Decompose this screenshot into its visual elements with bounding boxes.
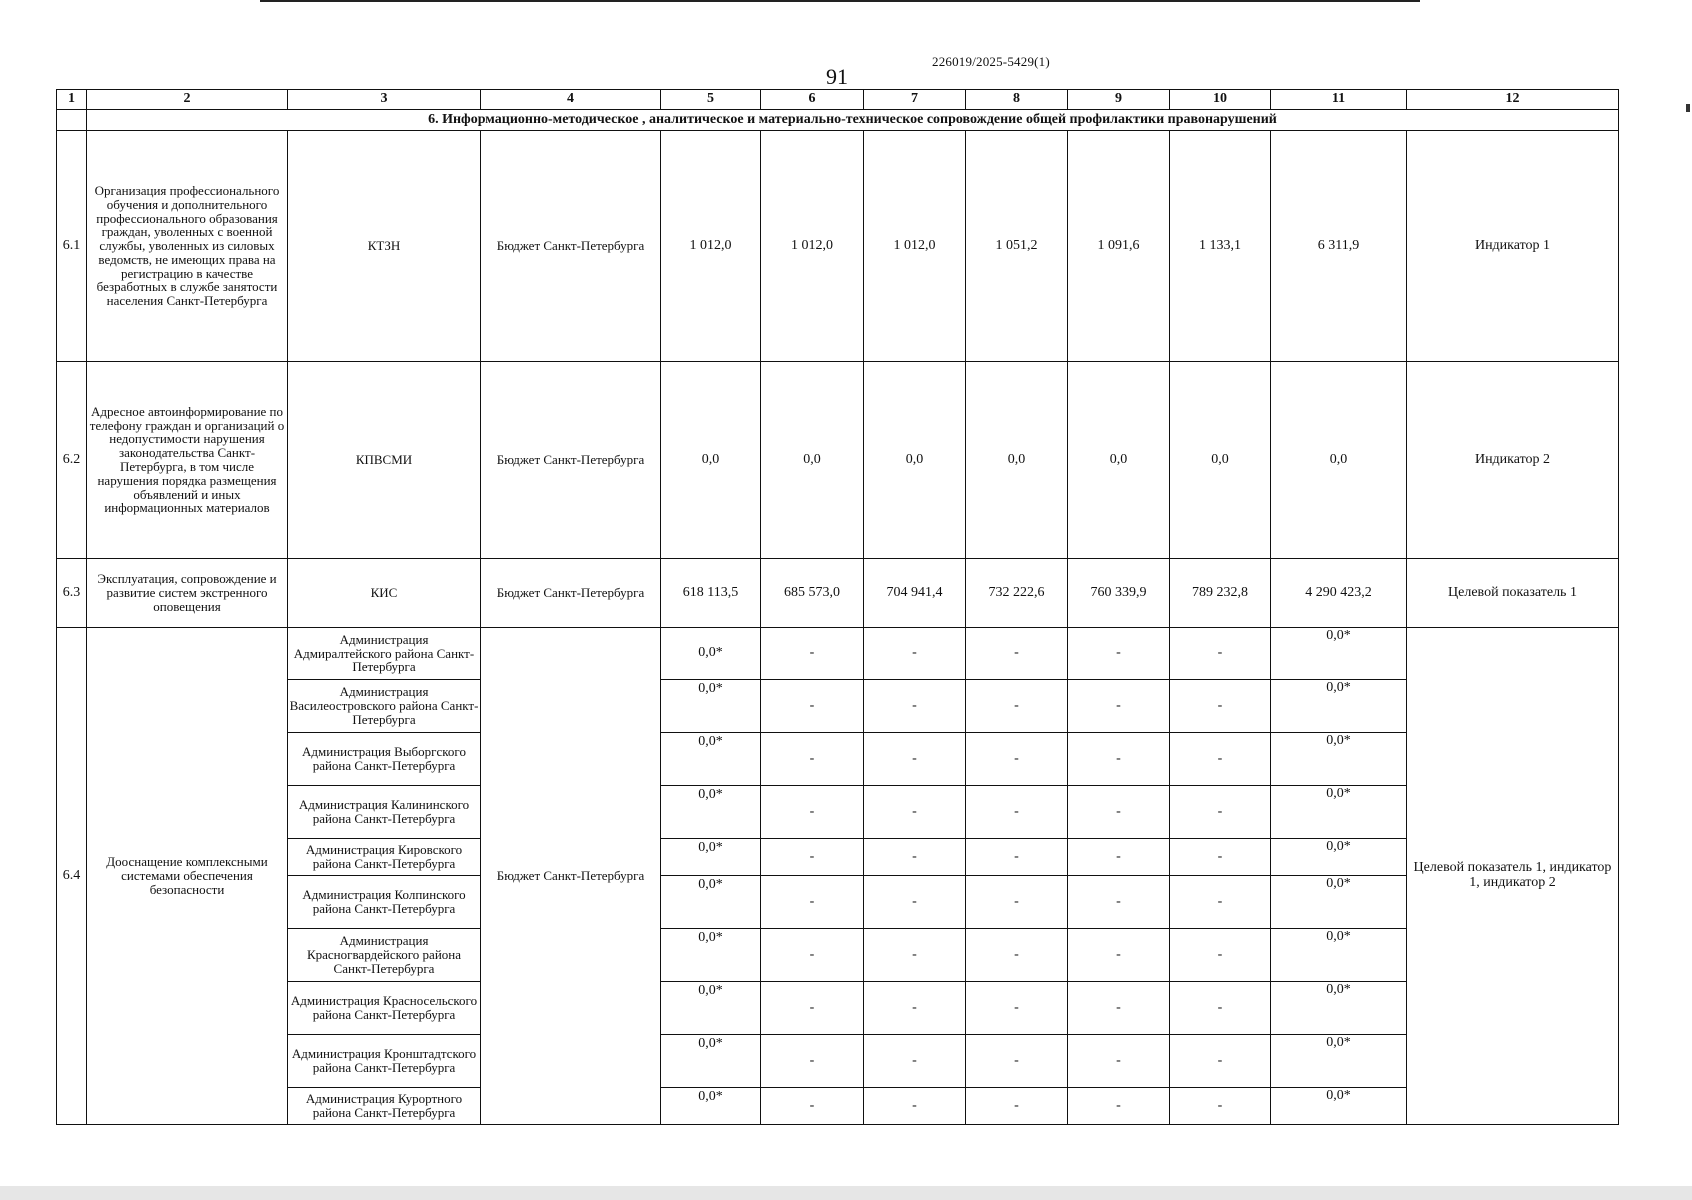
row-number: 6.2 xyxy=(57,362,87,559)
dash-cell: - xyxy=(1170,876,1271,929)
dash-cell: - xyxy=(761,929,864,982)
dash-cell: - xyxy=(1068,733,1170,786)
executor: Администрация Красносельского района Санкт-Петербурга xyxy=(288,982,481,1035)
value-col-5: 0,0* xyxy=(661,680,761,733)
value-col-11: 0,0* xyxy=(1271,680,1407,733)
value-col-7: 0,0 xyxy=(864,362,966,559)
value-col-5: 0,0* xyxy=(661,628,761,680)
value-col-11: 0,0* xyxy=(1271,1088,1407,1125)
funding-source: Бюджет Санкт-Петербурга xyxy=(481,362,661,559)
col-header-12: 12 xyxy=(1407,90,1619,110)
value-col-11: 0,0* xyxy=(1271,628,1407,680)
table-row xyxy=(57,982,1619,1035)
dash-cell: - xyxy=(761,1088,864,1125)
executor: Администрация Курортного района Санкт-Петербурга xyxy=(288,1088,481,1125)
table-row xyxy=(57,1035,1619,1088)
dash-cell: - xyxy=(761,1035,864,1088)
dash-cell: - xyxy=(761,982,864,1035)
executor: Администрация Кировского района Санкт-Петербурга xyxy=(288,839,481,876)
value-col-7: 1 012,0 xyxy=(864,131,966,362)
funding-source: Бюджет Санкт-Петербурга xyxy=(481,559,661,628)
dash-cell: - xyxy=(966,982,1068,1035)
executor: Администрация Выборгского района Санкт-Петербурга xyxy=(288,733,481,786)
col-header-7: 7 xyxy=(864,90,966,110)
value-col-11: 0,0* xyxy=(1271,1035,1407,1088)
table-row xyxy=(57,733,1619,786)
value-col-5: 0,0 xyxy=(661,362,761,559)
table-row xyxy=(57,929,1619,982)
scan-bottom-band xyxy=(0,1186,1692,1200)
row-number: 6.1 xyxy=(57,131,87,362)
dash-cell: - xyxy=(1068,1088,1170,1125)
document-number: 226019/2025-5429(1) xyxy=(932,54,1050,69)
table-row xyxy=(57,680,1619,733)
value-col-5: 0,0* xyxy=(661,982,761,1035)
column-number-header-row xyxy=(57,90,1619,110)
value-col-6: 0,0 xyxy=(761,362,864,559)
value-col-5: 0,0* xyxy=(661,839,761,876)
indicator: Целевой показатель 1, индикатор 1, индикатор 2 xyxy=(1407,628,1619,1125)
dash-cell: - xyxy=(1068,786,1170,839)
dash-cell: - xyxy=(1170,786,1271,839)
dash-cell: - xyxy=(1170,1035,1271,1088)
dash-cell: - xyxy=(864,876,966,929)
value-col-5: 0,0* xyxy=(661,786,761,839)
top-border-line xyxy=(260,0,1420,2)
activity-name: Адресное автоинформирование по телефону граждан и организаций о недопустимости нарушения законодательства Санкт-Петербурга, в том числе нарушения порядка размещения объявлений и иных информационных материалов xyxy=(87,362,288,559)
activity-name: Эксплуатация, сопровождение и развитие систем экстренного оповещения xyxy=(87,559,288,628)
value-col-9: 0,0 xyxy=(1068,362,1170,559)
row-number: 6.4 xyxy=(57,628,87,1125)
table-row xyxy=(57,559,1619,628)
value-col-11: 0,0* xyxy=(1271,839,1407,876)
dash-cell: - xyxy=(1068,839,1170,876)
page-number: 91 xyxy=(826,64,848,89)
col-header-3: 3 xyxy=(288,90,481,110)
value-col-9: 1 091,6 xyxy=(1068,131,1170,362)
dash-cell: - xyxy=(864,628,966,680)
dash-cell: - xyxy=(1170,733,1271,786)
activity-name: Организация профессионального обучения и дополнительного профессионального образования граждан, уволенных с военной службы, уволенных из силовых ведомств, не имеющих права на регистрацию в качестве безработных в службе занятости населения Санкт-Петербурга xyxy=(87,131,288,362)
executor: Администрация Кронштадтского района Санкт-Петербурга xyxy=(288,1035,481,1088)
dash-cell: - xyxy=(864,839,966,876)
col-header-2: 2 xyxy=(87,90,288,110)
value-col-5: 1 012,0 xyxy=(661,131,761,362)
dash-cell: - xyxy=(1170,929,1271,982)
dash-cell: - xyxy=(1068,1035,1170,1088)
dash-cell: - xyxy=(864,680,966,733)
executor: КТЗН xyxy=(288,131,481,362)
dash-cell: - xyxy=(761,628,864,680)
section-row xyxy=(57,110,1619,131)
executor: Администрация Колпинского района Санкт-Петербурга xyxy=(288,876,481,929)
dash-cell: - xyxy=(761,786,864,839)
table-row xyxy=(57,362,1619,559)
executor: Администрация Калининского района Санкт-Петербурга xyxy=(288,786,481,839)
value-col-10: 1 133,1 xyxy=(1170,131,1271,362)
indicator: Целевой показатель 1 xyxy=(1407,559,1619,628)
dash-cell: - xyxy=(864,929,966,982)
dash-cell: - xyxy=(966,839,1068,876)
executor: Администрация Адмиралтейского района Санкт-Петербурга xyxy=(288,628,481,680)
table-row xyxy=(57,839,1619,876)
dash-cell: - xyxy=(1068,929,1170,982)
dash-cell: - xyxy=(1068,876,1170,929)
value-col-5: 618 113,5 xyxy=(661,559,761,628)
row-number: 6.3 xyxy=(57,559,87,628)
funding-source: Бюджет Санкт-Петербурга xyxy=(481,628,661,1125)
table-row xyxy=(57,131,1619,362)
value-col-11: 0,0* xyxy=(1271,733,1407,786)
executor: КПВСМИ xyxy=(288,362,481,559)
dash-cell: - xyxy=(1170,839,1271,876)
value-col-7: 704 941,4 xyxy=(864,559,966,628)
value-col-8: 732 222,6 xyxy=(966,559,1068,628)
table-row xyxy=(57,786,1619,839)
value-col-11: 6 311,9 xyxy=(1271,131,1407,362)
dash-cell: - xyxy=(1068,982,1170,1035)
dash-cell: - xyxy=(864,733,966,786)
value-col-6: 685 573,0 xyxy=(761,559,864,628)
col-header-10: 10 xyxy=(1170,90,1271,110)
dash-cell: - xyxy=(1170,628,1271,680)
col-header-4: 4 xyxy=(481,90,661,110)
table-row xyxy=(57,876,1619,929)
col-header-9: 9 xyxy=(1068,90,1170,110)
dash-cell: - xyxy=(864,1088,966,1125)
value-col-5: 0,0* xyxy=(661,1035,761,1088)
value-col-6: 1 012,0 xyxy=(761,131,864,362)
value-col-9: 760 339,9 xyxy=(1068,559,1170,628)
col-header-5: 5 xyxy=(661,90,761,110)
executor: Администрация Красногвардейского района Санкт-Петербурга xyxy=(288,929,481,982)
dash-cell: - xyxy=(864,982,966,1035)
dash-cell: - xyxy=(864,1035,966,1088)
indicator: Индикатор 2 xyxy=(1407,362,1619,559)
value-col-5: 0,0* xyxy=(661,1088,761,1125)
indicator: Индикатор 1 xyxy=(1407,131,1619,362)
value-col-11: 0,0* xyxy=(1271,876,1407,929)
dash-cell: - xyxy=(966,733,1068,786)
value-col-11: 0,0 xyxy=(1271,362,1407,559)
program-table xyxy=(56,89,1619,1125)
value-col-5: 0,0* xyxy=(661,733,761,786)
funding-source: Бюджет Санкт-Петербурга xyxy=(481,131,661,362)
dash-cell: - xyxy=(864,786,966,839)
dash-cell: - xyxy=(1170,680,1271,733)
value-col-11: 0,0* xyxy=(1271,786,1407,839)
dash-cell: - xyxy=(761,839,864,876)
col-header-6: 6 xyxy=(761,90,864,110)
dash-cell: - xyxy=(966,1035,1068,1088)
dash-cell: - xyxy=(966,628,1068,680)
dash-cell: - xyxy=(966,876,1068,929)
value-col-8: 1 051,2 xyxy=(966,131,1068,362)
dash-cell: - xyxy=(966,680,1068,733)
value-col-11: 0,0* xyxy=(1271,929,1407,982)
value-col-10: 0,0 xyxy=(1170,362,1271,559)
dash-cell: - xyxy=(761,733,864,786)
value-col-5: 0,0* xyxy=(661,876,761,929)
dash-cell: - xyxy=(966,1088,1068,1125)
col-header-8: 8 xyxy=(966,90,1068,110)
dash-cell: - xyxy=(1170,982,1271,1035)
table-row xyxy=(57,1088,1619,1125)
dash-cell: - xyxy=(1170,1088,1271,1125)
section-title: 6. Информационно-методическое , аналитическое и материально-техническое сопровождение общей профилактики правонарушений xyxy=(87,110,1619,131)
activity-name: Дооснащение комплексными системами обеспечения безопасности xyxy=(87,628,288,1125)
dash-cell: - xyxy=(1068,680,1170,733)
col-header-11: 11 xyxy=(1271,90,1407,110)
value-col-11: 0,0* xyxy=(1271,982,1407,1035)
executor: КИС xyxy=(288,559,481,628)
value-col-5: 0,0* xyxy=(661,929,761,982)
dash-cell: - xyxy=(761,680,864,733)
table-row xyxy=(57,628,1619,680)
dash-cell: - xyxy=(966,786,1068,839)
col-header-1: 1 xyxy=(57,90,87,110)
dash-cell: - xyxy=(761,876,864,929)
value-col-11: 4 290 423,2 xyxy=(1271,559,1407,628)
value-col-8: 0,0 xyxy=(966,362,1068,559)
executor: Администрация Василеостровского района Санкт-Петербурга xyxy=(288,680,481,733)
dash-cell: - xyxy=(966,929,1068,982)
value-col-10: 789 232,8 xyxy=(1170,559,1271,628)
scan-mark xyxy=(1686,104,1690,112)
dash-cell: - xyxy=(1068,628,1170,680)
